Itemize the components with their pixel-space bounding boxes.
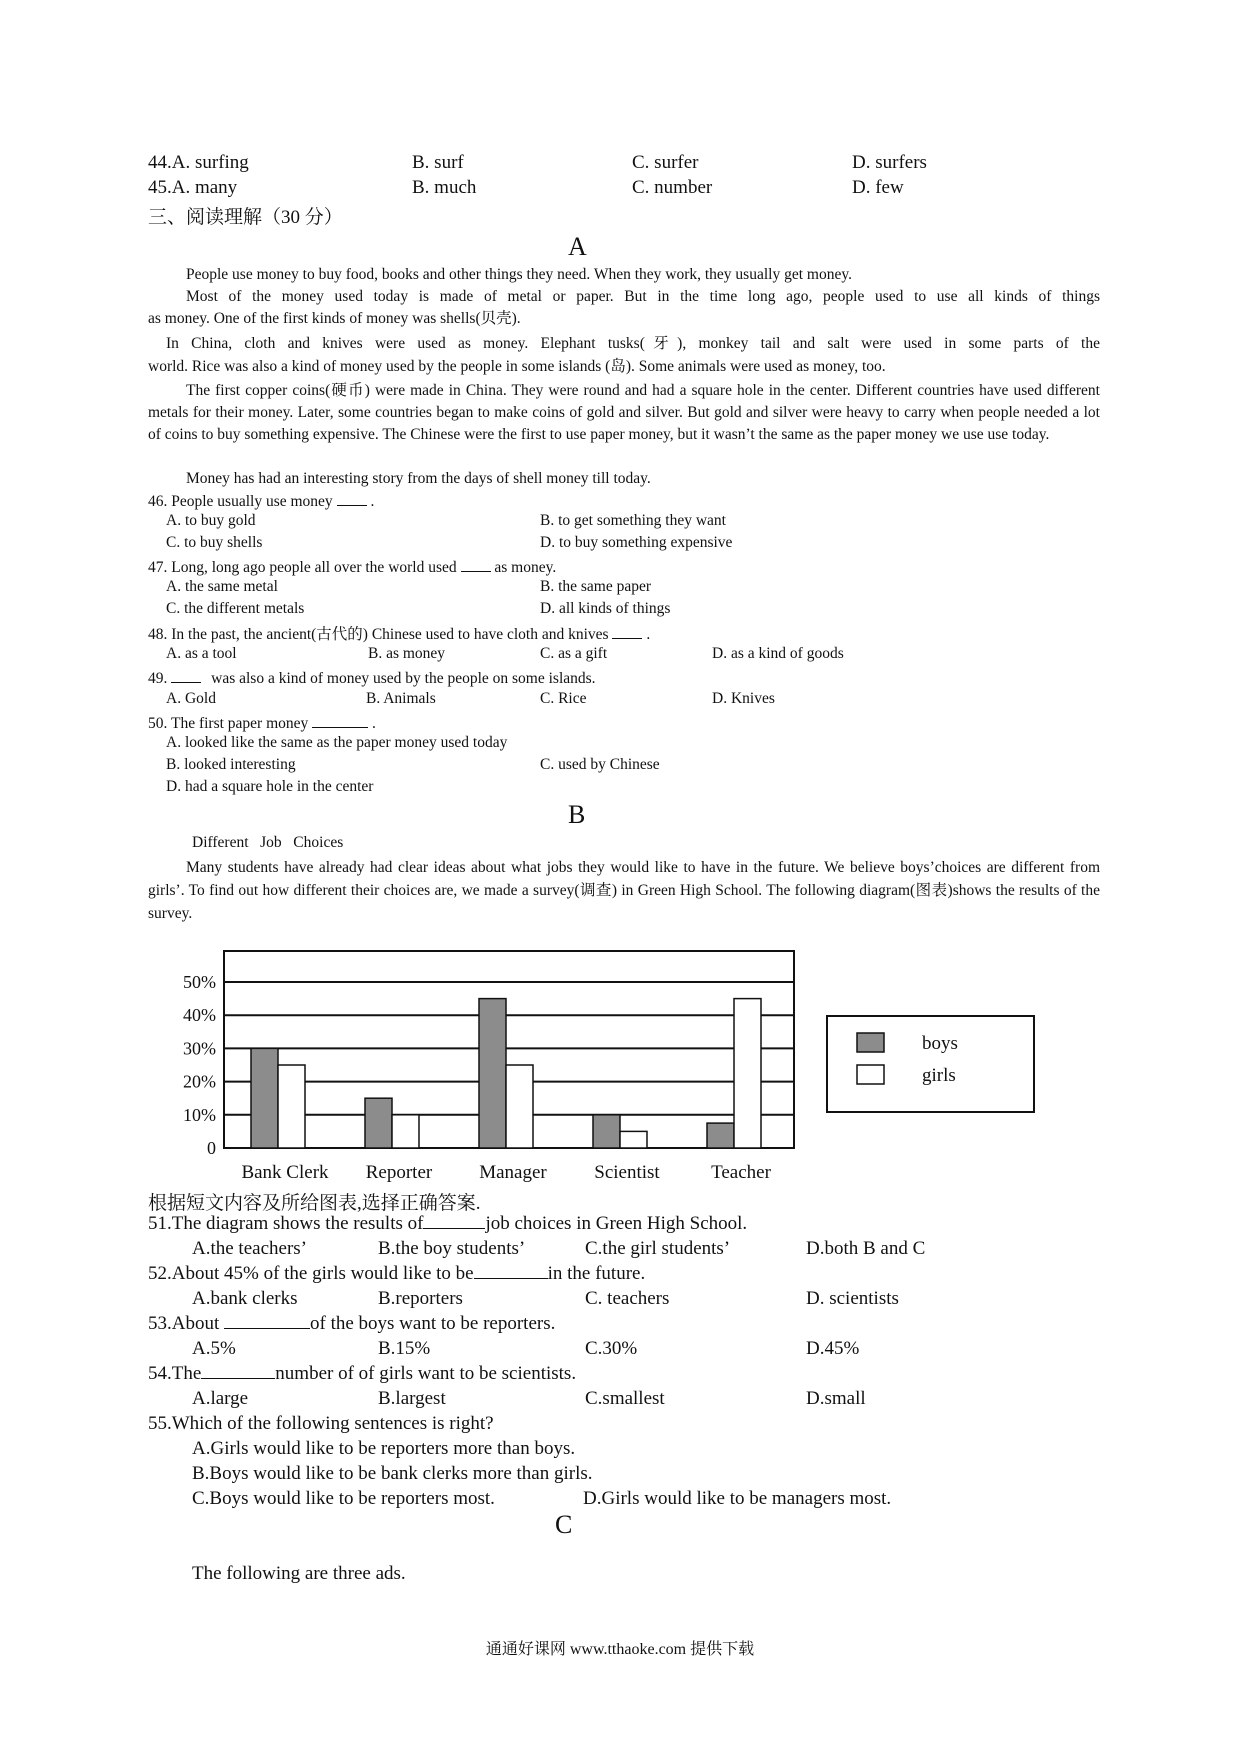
q52-text: 52.About 45% of the girls would like to be (148, 1263, 474, 1284)
q53-option-c: C.30% (585, 1338, 638, 1359)
chart-legend-box (827, 1016, 1034, 1112)
passage-a-p3b: world. Rice was also a kind of money used by the people in some islands (岛). Some animals were used as money, too. (148, 358, 886, 375)
q48-text: 48. In the past, the ancient(古代的) Chinese used to have cloth and knives (148, 626, 609, 643)
legend-label-boys: boys (922, 1033, 958, 1054)
passage-b-heading: B (568, 800, 586, 829)
q44-option-a: 44.A. surfing (148, 152, 249, 173)
q46-option-b: B. to get something they want (540, 512, 726, 529)
q48-option-c: C. as a gift (540, 645, 608, 662)
q50-option-d: D. had a square hole in the center (166, 778, 374, 795)
q53-option-b: B.15% (378, 1338, 431, 1359)
passage-b-title: Different Job Choices (192, 834, 344, 851)
q46-option-a: A. to buy gold (166, 512, 256, 529)
q51-tail: job choices in Green High School. (485, 1213, 748, 1234)
chart-instruction: 根据短文内容及所给图表,选择正确答案. (148, 1193, 481, 1214)
q45-option-c: C. number (632, 177, 713, 198)
q54-text: 54.The (148, 1363, 202, 1384)
q44-option-d: D. surfers (852, 152, 927, 173)
q49-option-c: C. Rice (540, 690, 587, 707)
passage-c-heading: C (555, 1510, 573, 1539)
q54-option-c: C.smallest (585, 1388, 665, 1409)
q49-stem (148, 667, 596, 688)
y-tick-label: 40% (183, 1005, 216, 1026)
bar-girls-scientist (620, 1131, 647, 1148)
bar-boys-reporter (365, 1098, 392, 1148)
q51-option-b: B.the boy students’ (378, 1238, 526, 1259)
y-tick-label: 50% (183, 972, 216, 992)
q48-tail: . (646, 626, 651, 643)
q52-option-b: B.reporters (378, 1288, 463, 1309)
q49-text: 49. (148, 670, 168, 687)
legend-swatch-boys (857, 1033, 884, 1052)
q51-text: 51.The diagram shows the results of (148, 1213, 424, 1234)
x-category-label: Bank Clerk (241, 1162, 329, 1183)
q47-text: 47. Long, long ago people all over the world used (148, 559, 457, 576)
q55-option-a: A.Girls would like to be reporters more than boys. (192, 1438, 576, 1459)
q50-text: 50. The first paper money (148, 715, 309, 732)
passage-c-intro: The following are three ads. (192, 1563, 406, 1584)
q51-option-a: A.the teachers’ (192, 1238, 307, 1259)
q46-text: 46. People usually use money (148, 493, 333, 510)
bar-girls-teacher (734, 999, 761, 1148)
q47-stem (148, 556, 556, 577)
q55-option-b: B.Boys would like to be bank clerks more than girls. (192, 1463, 593, 1484)
page-footer: 通通好课网 www.tthaoke.com 提供下载 (485, 1641, 755, 1658)
q53-text: 53.About (148, 1313, 220, 1334)
q51-stem (148, 1213, 747, 1235)
q50-blank (312, 712, 368, 728)
x-category-label: Scientist (594, 1162, 660, 1183)
section-title: 三、阅读理解（30 分） (148, 207, 343, 228)
q44-option-c: C. surfer (632, 152, 699, 173)
q52-blank (474, 1263, 548, 1279)
passage-a-p3a: In China, cloth and knives were used as money. Elephant tusks(牙), monkey tail and salt were used in some parts of the (166, 335, 1100, 352)
x-category-label: Reporter (365, 1162, 433, 1183)
bar-girls-manager (506, 1065, 533, 1148)
q54-option-b: B.largest (378, 1388, 446, 1409)
q49-option-b: B. Animals (366, 690, 436, 707)
q48-blank (612, 623, 642, 639)
q53-option-d: D.45% (806, 1338, 860, 1359)
q47-option-b: B. the same paper (540, 578, 652, 595)
q53-tail: of the boys want to be reporters. (310, 1313, 556, 1334)
q54-option-a: A.large (192, 1388, 249, 1409)
q46-option-d: D. to buy something expensive (540, 534, 733, 551)
passage-a-p2a: Most of the money used today is made of metal or paper. But in the time long ago, people used to use all kinds of things (186, 288, 1100, 305)
q54-stem (148, 1363, 576, 1385)
q46-tail: . (370, 493, 375, 510)
q46-option-c: C. to buy shells (166, 534, 263, 551)
q51-blank (423, 1213, 485, 1229)
q49-option-a: A. Gold (166, 690, 216, 707)
q48-option-b: B. as money (368, 645, 446, 662)
q55-option-d: D.Girls would like to be managers most. (583, 1488, 892, 1509)
q45-option-b: B. much (412, 177, 477, 198)
passage-a-p4: The first copper coins(硬币) were made in China. They were round and had a square hole in the center. Different countries have used different metals for their money. Later, some countries began to make coins of gold and silver. But gold and silver were heavy to carry when people needed a lot of coins to buy something expensive. The Chinese were the first to use paper money, but it wasn’t the same as the paper money we use use today. (148, 382, 1100, 443)
q52-option-a: A.bank clerks (192, 1288, 298, 1309)
q52-stem (148, 1263, 645, 1285)
passage-a-p1: People use money to buy food, books and other things they need. When they work, they usually get money. (186, 266, 852, 283)
legend-swatch-girls (857, 1065, 884, 1084)
q54-blank (201, 1363, 275, 1379)
q50-stem (148, 712, 376, 733)
q53-stem (148, 1313, 555, 1335)
q47-option-c: C. the different metals (166, 600, 305, 617)
q55-option-c: C.Boys would like to be reporters most. (192, 1488, 495, 1509)
q53-option-a: A.5% (192, 1338, 236, 1359)
passage-a-p2b: as money. One of the first kinds of money was shells(贝壳). (148, 310, 521, 327)
q52-tail: in the future. (547, 1263, 646, 1284)
q50-tail: . (372, 715, 376, 732)
q53-blank (224, 1313, 310, 1329)
passage-b-p1: Many students have already had clear ideas about what jobs they would like to have in the future. We believe boys’choices are different from girls’. To find out how different their choices are, we made a survey(调查) in Green High School. The following diagram(图表)shows the results of the survey. (148, 859, 1100, 922)
passage-a-p5: Money has had an interesting story from the days of shell money till today. (186, 470, 651, 487)
bar-girls-bank-clerk (278, 1065, 305, 1148)
q48-stem (148, 622, 650, 644)
q46-stem (148, 490, 374, 511)
q47-option-d: D. all kinds of things (540, 600, 671, 617)
q47-blank (461, 556, 491, 572)
bar-boys-scientist (593, 1115, 620, 1148)
q52-option-c: C. teachers (585, 1288, 670, 1309)
bar-boys-teacher (707, 1123, 734, 1148)
q48-option-d: D. as a kind of goods (712, 645, 844, 662)
q54-option-d: D.small (806, 1388, 866, 1409)
q51-option-d: D.both B and C (806, 1238, 926, 1259)
q45-option-d: D. few (852, 177, 904, 198)
bar-girls-reporter (392, 1115, 419, 1148)
y-tick-label: 10% (183, 1104, 216, 1125)
q55-stem: 55.Which of the following sentences is right? (148, 1413, 494, 1434)
x-category-label: Manager (479, 1162, 547, 1183)
q52-option-d: D. scientists (806, 1288, 899, 1309)
q49-option-d: D. Knives (712, 690, 775, 707)
job-choices-chart (140, 936, 1060, 1186)
q47-tail: as money. (494, 559, 557, 576)
legend-label-girls: girls (922, 1065, 956, 1086)
q50-option-b: B. looked interesting (166, 756, 296, 773)
y-tick-label: 30% (183, 1038, 216, 1059)
passage-a-heading: A (568, 232, 587, 261)
q51-option-c: C.the girl students’ (585, 1238, 731, 1259)
y-tick-label: 20% (183, 1071, 216, 1092)
q54-tail: number of of girls want to be scientists. (275, 1363, 577, 1384)
q46-blank (337, 490, 367, 506)
q50-option-a: A. looked like the same as the paper money used today (166, 734, 508, 751)
q49-blank (171, 667, 201, 683)
q44-option-b: B. surf (412, 152, 464, 173)
y-tick-label: 0 (207, 1138, 216, 1158)
q50-option-c: C. used by Chinese (540, 756, 660, 773)
bar-boys-manager (479, 999, 506, 1148)
bar-boys-bank-clerk (251, 1048, 278, 1148)
q49-tail: was also a kind of money used by the people on some islands. (211, 670, 596, 687)
q45-option-a: 45.A. many (148, 177, 238, 198)
q47-option-a: A. the same metal (166, 578, 278, 595)
x-category-label: Teacher (711, 1162, 771, 1183)
q48-option-a: A. as a tool (166, 645, 237, 662)
